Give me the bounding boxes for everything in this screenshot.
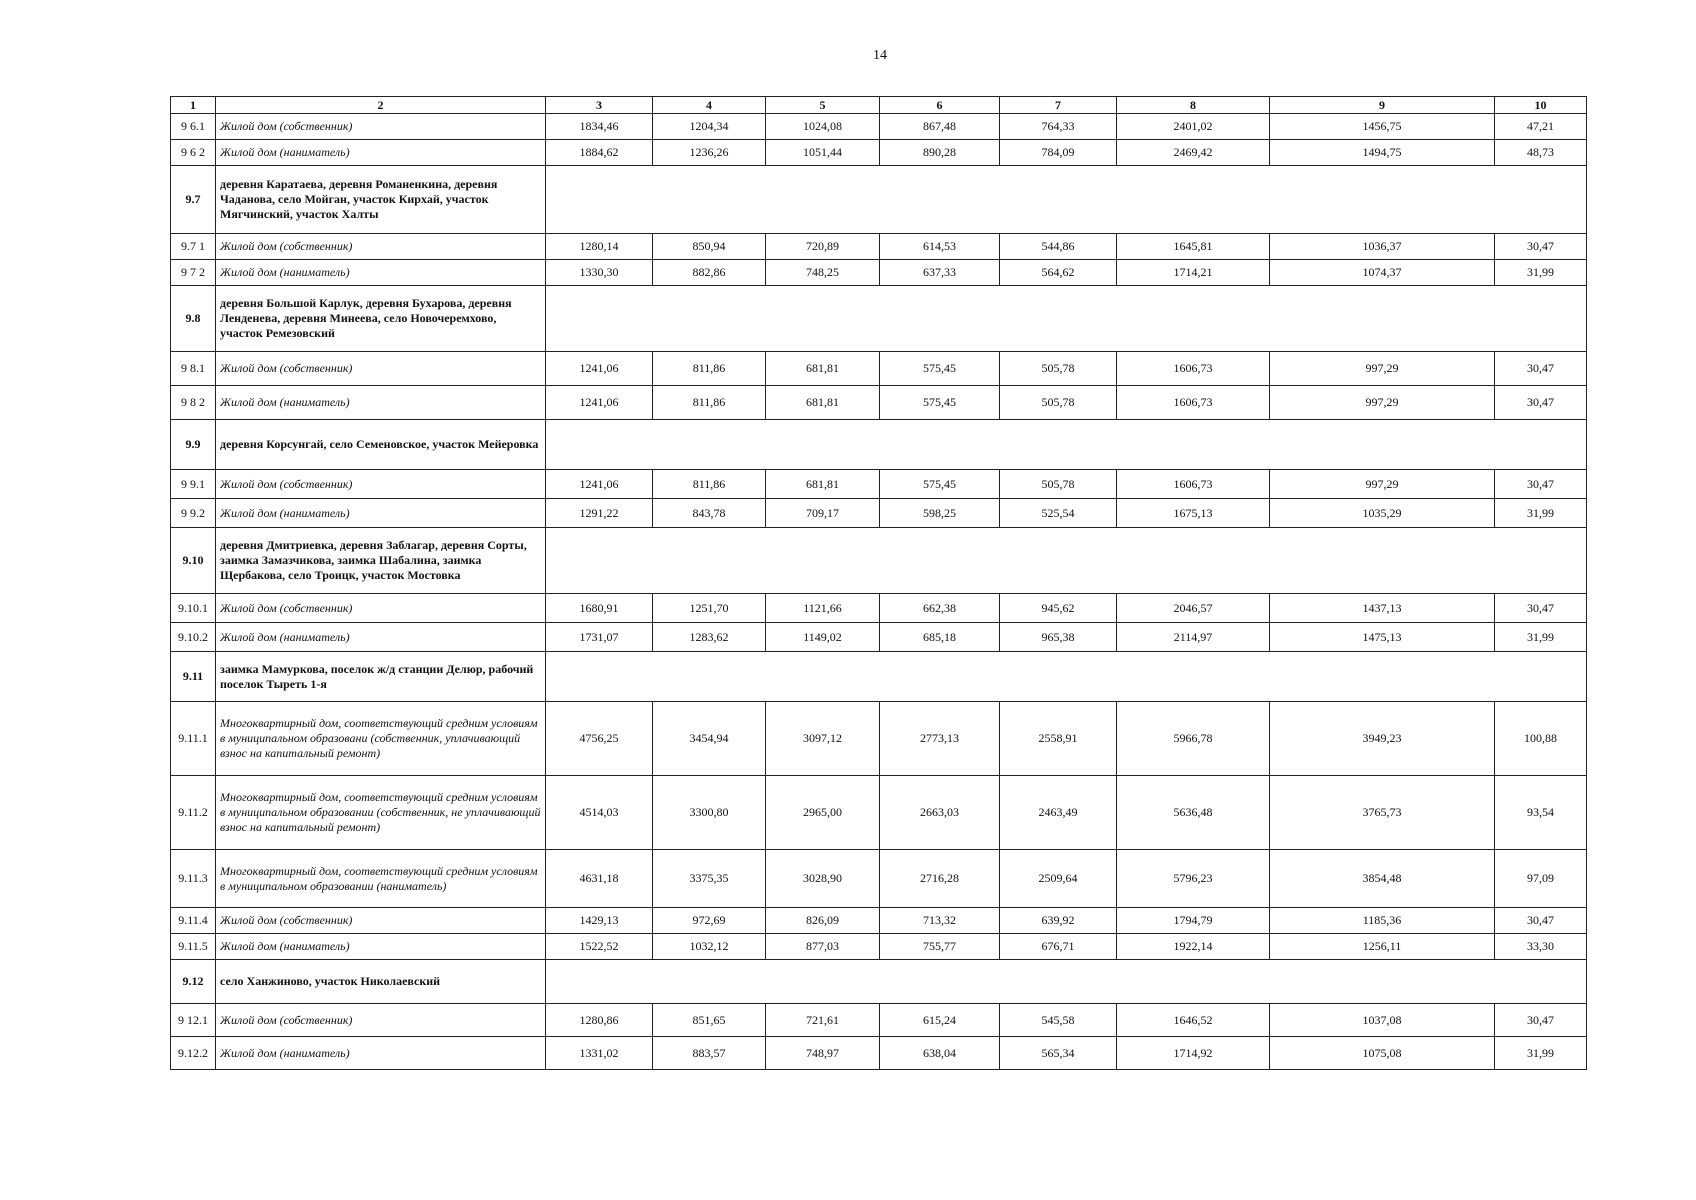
section-row	[171, 652, 1587, 702]
value-cell: 1475,13	[1270, 623, 1495, 652]
value-cell: 965,38	[1000, 623, 1117, 652]
table-row	[171, 776, 1587, 850]
row-number: 9 8.1	[171, 352, 216, 386]
table-row	[171, 114, 1587, 140]
value-cell: 1680,91	[546, 594, 653, 623]
value-cell: 997,29	[1270, 386, 1495, 420]
value-cell: 764,33	[1000, 114, 1117, 140]
value-cell: 1606,73	[1117, 352, 1270, 386]
value-cell: 544,86	[1000, 234, 1117, 260]
value-cell: 2558,91	[1000, 702, 1117, 776]
value-cell: 564,62	[1000, 260, 1117, 286]
row-description: Жилой дом (наниматель)	[216, 623, 546, 652]
value-cell: 5796,23	[1117, 850, 1270, 908]
value-cell: 850,94	[653, 234, 766, 260]
value-cell: 1884,62	[546, 140, 653, 166]
tariff-table	[170, 96, 1587, 1070]
value-cell: 505,78	[1000, 470, 1117, 499]
value-cell: 575,45	[880, 352, 1000, 386]
value-cell: 3028,90	[766, 850, 880, 908]
value-cell: 30,47	[1495, 470, 1587, 499]
value-cell: 676,71	[1000, 934, 1117, 960]
value-cell: 1037,08	[1270, 1004, 1495, 1037]
value-cell: 1241,06	[546, 386, 653, 420]
value-cell: 826,09	[766, 908, 880, 934]
section-blank-cell	[546, 960, 1587, 1004]
value-cell: 1241,06	[546, 352, 653, 386]
value-cell: 1032,12	[653, 934, 766, 960]
table-row	[171, 702, 1587, 776]
value-cell: 565,34	[1000, 1037, 1117, 1070]
value-cell: 1280,14	[546, 234, 653, 260]
section-row	[171, 166, 1587, 234]
value-cell: 2773,13	[880, 702, 1000, 776]
value-cell: 1074,37	[1270, 260, 1495, 286]
value-cell: 662,38	[880, 594, 1000, 623]
row-description: Жилой дом (собственник)	[216, 1004, 546, 1037]
table-row	[171, 470, 1587, 499]
row-description: Жилой дом (наниматель)	[216, 260, 546, 286]
row-description: Жилой дом (наниматель)	[216, 140, 546, 166]
section-number: 9.12	[171, 960, 216, 1004]
value-cell: 2114,97	[1117, 623, 1270, 652]
value-cell: 30,47	[1495, 386, 1587, 420]
value-cell: 1522,52	[546, 934, 653, 960]
value-cell: 4514,03	[546, 776, 653, 850]
value-cell: 97,09	[1495, 850, 1587, 908]
value-cell: 890,28	[880, 140, 1000, 166]
row-number: 9.11.1	[171, 702, 216, 776]
value-cell: 1606,73	[1117, 470, 1270, 499]
table-row	[171, 934, 1587, 960]
value-cell: 867,48	[880, 114, 1000, 140]
value-cell: 505,78	[1000, 386, 1117, 420]
row-number: 9 7 2	[171, 260, 216, 286]
value-cell: 1251,70	[653, 594, 766, 623]
section-row	[171, 960, 1587, 1004]
value-cell: 615,24	[880, 1004, 1000, 1037]
value-cell: 2509,64	[1000, 850, 1117, 908]
section-title: село Ханжиново, участок Николаевский	[216, 960, 546, 1004]
value-cell: 545,58	[1000, 1004, 1117, 1037]
column-header: 4	[653, 97, 766, 114]
value-cell: 1437,13	[1270, 594, 1495, 623]
value-cell: 1606,73	[1117, 386, 1270, 420]
value-cell: 1035,29	[1270, 499, 1495, 528]
value-cell: 575,45	[880, 470, 1000, 499]
value-cell: 883,57	[653, 1037, 766, 1070]
row-description: Жилой дом (наниматель)	[216, 386, 546, 420]
section-blank-cell	[546, 652, 1587, 702]
value-cell: 1291,22	[546, 499, 653, 528]
section-number: 9.8	[171, 286, 216, 352]
value-cell: 1280,86	[546, 1004, 653, 1037]
row-number: 9.10.1	[171, 594, 216, 623]
column-header: 1	[171, 97, 216, 114]
section-blank-cell	[546, 528, 1587, 594]
row-description: Многоквартирный дом, соответствующий средним условиям в муниципальном образовании (собственник, не уплачивающий взнос на капитальный ремонт)	[216, 776, 546, 850]
section-number: 9.10	[171, 528, 216, 594]
value-cell: 1834,46	[546, 114, 653, 140]
value-cell: 31,99	[1495, 623, 1587, 652]
value-cell: 33,30	[1495, 934, 1587, 960]
value-cell: 713,32	[880, 908, 1000, 934]
table-row	[171, 623, 1587, 652]
value-cell: 1241,06	[546, 470, 653, 499]
value-cell: 93,54	[1495, 776, 1587, 850]
value-cell: 3454,94	[653, 702, 766, 776]
column-header: 5	[766, 97, 880, 114]
value-cell: 639,92	[1000, 908, 1117, 934]
row-number: 9 9.2	[171, 499, 216, 528]
value-cell: 47,21	[1495, 114, 1587, 140]
value-cell: 1236,26	[653, 140, 766, 166]
value-cell: 1331,02	[546, 1037, 653, 1070]
value-cell: 3949,23	[1270, 702, 1495, 776]
row-description: Жилой дом (собственник)	[216, 352, 546, 386]
value-cell: 1024,08	[766, 114, 880, 140]
row-description: Жилой дом (собственник)	[216, 114, 546, 140]
row-description: Многоквартирный дом, соответствующий средним условиям в муниципальном образовании (наниматель)	[216, 850, 546, 908]
value-cell: 30,47	[1495, 352, 1587, 386]
row-number: 9.11.4	[171, 908, 216, 934]
value-cell: 1429,13	[546, 908, 653, 934]
section-number: 9.11	[171, 652, 216, 702]
value-cell: 598,25	[880, 499, 1000, 528]
value-cell: 1036,37	[1270, 234, 1495, 260]
value-cell: 1283,62	[653, 623, 766, 652]
table-row	[171, 352, 1587, 386]
table-row	[171, 140, 1587, 166]
value-cell: 3854,48	[1270, 850, 1495, 908]
value-cell: 1204,34	[653, 114, 766, 140]
value-cell: 851,65	[653, 1004, 766, 1037]
row-number: 9.12.2	[171, 1037, 216, 1070]
value-cell: 4631,18	[546, 850, 653, 908]
row-number: 9.11.3	[171, 850, 216, 908]
value-cell: 48,73	[1495, 140, 1587, 166]
table-body	[171, 97, 1587, 1070]
value-cell: 877,03	[766, 934, 880, 960]
value-cell: 882,86	[653, 260, 766, 286]
row-number: 9.7 1	[171, 234, 216, 260]
value-cell: 3300,80	[653, 776, 766, 850]
value-cell: 30,47	[1495, 594, 1587, 623]
value-cell: 1646,52	[1117, 1004, 1270, 1037]
table-row	[171, 1004, 1587, 1037]
value-cell: 755,77	[880, 934, 1000, 960]
table-row	[171, 499, 1587, 528]
row-number: 9 6 2	[171, 140, 216, 166]
row-number: 9 8 2	[171, 386, 216, 420]
value-cell: 2469,42	[1117, 140, 1270, 166]
page-number: 14	[873, 48, 887, 63]
value-cell: 3765,73	[1270, 776, 1495, 850]
value-cell: 1675,13	[1117, 499, 1270, 528]
column-header: 6	[880, 97, 1000, 114]
value-cell: 811,86	[653, 386, 766, 420]
value-cell: 748,25	[766, 260, 880, 286]
table-row	[171, 234, 1587, 260]
value-cell: 1330,30	[546, 260, 653, 286]
value-cell: 4756,25	[546, 702, 653, 776]
table-header-row	[171, 97, 1587, 114]
row-description: Жилой дом (наниматель)	[216, 1037, 546, 1070]
column-header: 10	[1495, 97, 1587, 114]
column-header: 8	[1117, 97, 1270, 114]
row-description: Жилой дом (наниматель)	[216, 499, 546, 528]
row-number: 9 6.1	[171, 114, 216, 140]
row-description: Жилой дом (собственник)	[216, 234, 546, 260]
value-cell: 1794,79	[1117, 908, 1270, 934]
value-cell: 1051,44	[766, 140, 880, 166]
value-cell: 681,81	[766, 470, 880, 499]
value-cell: 1922,14	[1117, 934, 1270, 960]
section-blank-cell	[546, 420, 1587, 470]
value-cell: 2716,28	[880, 850, 1000, 908]
row-number: 9 12.1	[171, 1004, 216, 1037]
value-cell: 614,53	[880, 234, 1000, 260]
value-cell: 685,18	[880, 623, 1000, 652]
value-cell: 1645,81	[1117, 234, 1270, 260]
value-cell: 811,86	[653, 470, 766, 499]
value-cell: 1456,75	[1270, 114, 1495, 140]
row-number: 9.10.2	[171, 623, 216, 652]
value-cell: 3097,12	[766, 702, 880, 776]
value-cell: 2046,57	[1117, 594, 1270, 623]
value-cell: 997,29	[1270, 470, 1495, 499]
table-row	[171, 386, 1587, 420]
section-row	[171, 286, 1587, 352]
section-blank-cell	[546, 166, 1587, 234]
value-cell: 1185,36	[1270, 908, 1495, 934]
table-row	[171, 850, 1587, 908]
section-title: деревня Большой Карлук, деревня Бухарова, деревня Ленденева, деревня Минеева, село Новочеремхово, участок Ремезовский	[216, 286, 546, 352]
value-cell: 3375,35	[653, 850, 766, 908]
value-cell: 31,99	[1495, 499, 1587, 528]
column-header: 7	[1000, 97, 1117, 114]
value-cell: 972,69	[653, 908, 766, 934]
section-row	[171, 420, 1587, 470]
value-cell: 525,54	[1000, 499, 1117, 528]
table-row	[171, 594, 1587, 623]
section-title: деревня Дмитриевка, деревня Заблагар, деревня Сорты, заимка Замазчикова, заимка Шабалина, заимка Щербакова, село Троицк, участок Мостовка	[216, 528, 546, 594]
value-cell: 1731,07	[546, 623, 653, 652]
value-cell: 2663,03	[880, 776, 1000, 850]
row-number: 9.11.2	[171, 776, 216, 850]
value-cell: 2401,02	[1117, 114, 1270, 140]
column-header: 2	[216, 97, 546, 114]
row-description: Многоквартирный дом, соответствующий средним условиям в муниципальном образовани (собственник, уплачивающий взнос на капитальный ремонт)	[216, 702, 546, 776]
value-cell: 2965,00	[766, 776, 880, 850]
value-cell: 638,04	[880, 1037, 1000, 1070]
section-title: деревня Каратаева, деревня Романенкина, деревня Чаданова, село Мойган, участок Кирхай, участок Мягчинский, участок Халты	[216, 166, 546, 234]
value-cell: 637,33	[880, 260, 1000, 286]
value-cell: 31,99	[1495, 260, 1587, 286]
table-row	[171, 260, 1587, 286]
value-cell: 100,88	[1495, 702, 1587, 776]
value-cell: 784,09	[1000, 140, 1117, 166]
value-cell: 997,29	[1270, 352, 1495, 386]
value-cell: 843,78	[653, 499, 766, 528]
value-cell: 5966,78	[1117, 702, 1270, 776]
value-cell: 1121,66	[766, 594, 880, 623]
value-cell: 1149,02	[766, 623, 880, 652]
value-cell: 681,81	[766, 386, 880, 420]
section-title: деревня Корсунгай, село Семеновское, участок Мейеровка	[216, 420, 546, 470]
value-cell: 505,78	[1000, 352, 1117, 386]
section-row	[171, 528, 1587, 594]
value-cell: 945,62	[1000, 594, 1117, 623]
value-cell: 720,89	[766, 234, 880, 260]
section-number: 9.7	[171, 166, 216, 234]
column-header: 9	[1270, 97, 1495, 114]
value-cell: 811,86	[653, 352, 766, 386]
row-description: Жилой дом (собственник)	[216, 908, 546, 934]
section-blank-cell	[546, 286, 1587, 352]
value-cell: 748,97	[766, 1037, 880, 1070]
table-row	[171, 1037, 1587, 1070]
value-cell: 681,81	[766, 352, 880, 386]
value-cell: 30,47	[1495, 908, 1587, 934]
value-cell: 1494,75	[1270, 140, 1495, 166]
value-cell: 1714,21	[1117, 260, 1270, 286]
value-cell: 31,99	[1495, 1037, 1587, 1070]
value-cell: 30,47	[1495, 234, 1587, 260]
value-cell: 1075,08	[1270, 1037, 1495, 1070]
value-cell: 5636,48	[1117, 776, 1270, 850]
section-number: 9.9	[171, 420, 216, 470]
value-cell: 1714,92	[1117, 1037, 1270, 1070]
row-number: 9.11.5	[171, 934, 216, 960]
value-cell: 2463,49	[1000, 776, 1117, 850]
row-description: Жилой дом (наниматель)	[216, 934, 546, 960]
table-row	[171, 908, 1587, 934]
value-cell: 575,45	[880, 386, 1000, 420]
column-header: 3	[546, 97, 653, 114]
row-number: 9 9.1	[171, 470, 216, 499]
value-cell: 721,61	[766, 1004, 880, 1037]
value-cell: 709,17	[766, 499, 880, 528]
row-description: Жилой дом (собственник)	[216, 594, 546, 623]
section-title: заимка Мамуркова, поселок ж/д станции Делюр, рабочий поселок Тыреть 1-я	[216, 652, 546, 702]
value-cell: 1256,11	[1270, 934, 1495, 960]
value-cell: 30,47	[1495, 1004, 1587, 1037]
row-description: Жилой дом (собственник)	[216, 470, 546, 499]
